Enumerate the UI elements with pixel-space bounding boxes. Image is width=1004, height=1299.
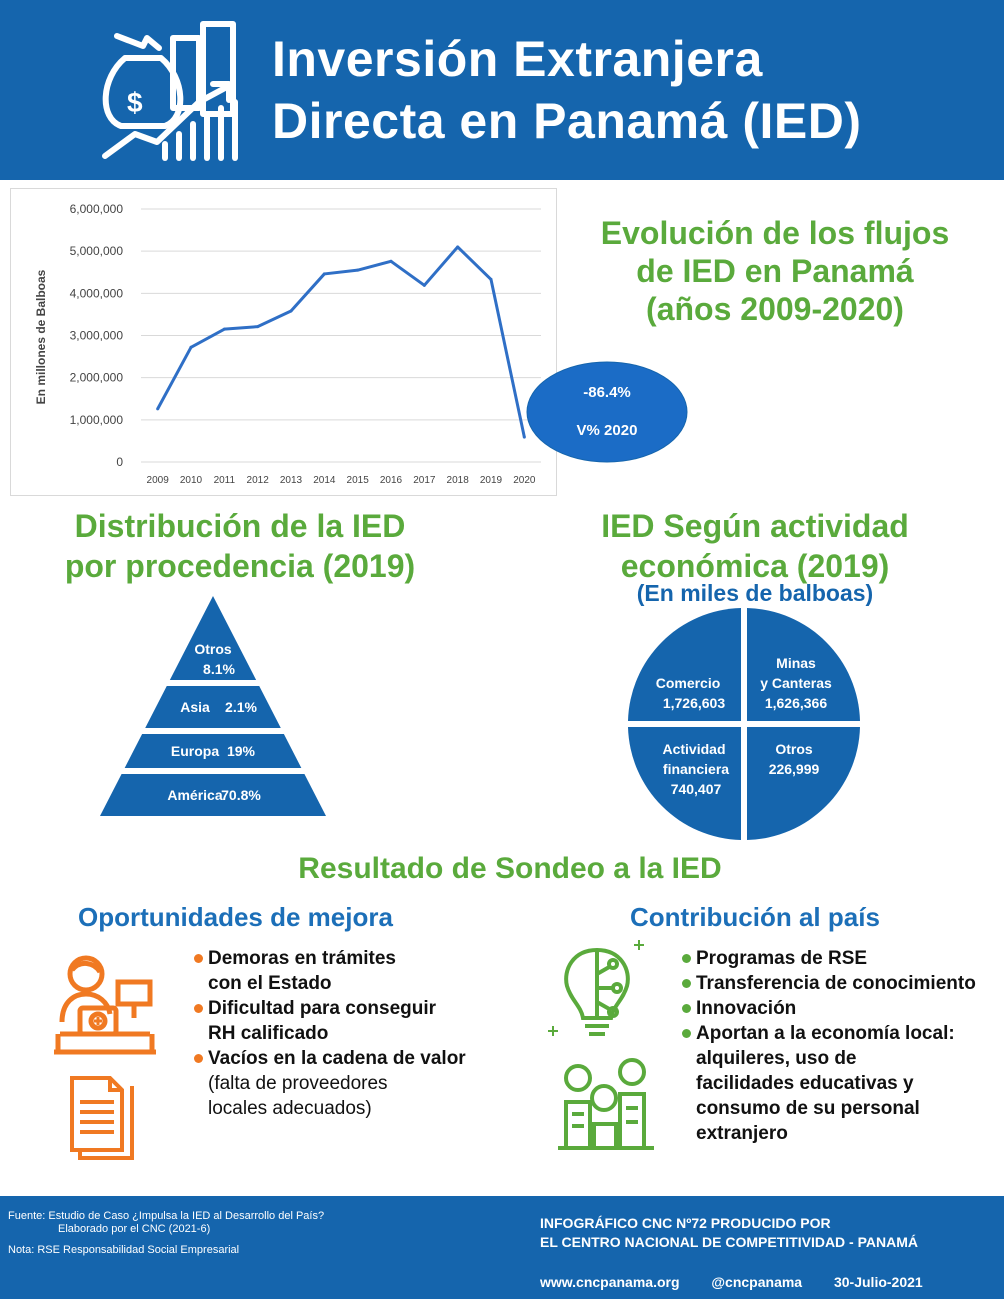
- publish-date: 30-Julio-2021: [833, 1274, 923, 1290]
- footer-note: Nota: RSE Responsabilidad Social Empresarial: [8, 1244, 240, 1256]
- footer-contact: [540, 1274, 951, 1290]
- header-banner: [0, 0, 1004, 180]
- contributions-list: [682, 946, 1004, 1146]
- bullet-icon: [682, 1029, 691, 1038]
- item-text-cont: consumo de su personal: [696, 1098, 920, 1119]
- item-text: Transferencia de conocimiento: [696, 973, 976, 994]
- x-tick-label: 2013: [279, 475, 303, 486]
- data-point: [156, 407, 159, 410]
- pyramid-label: Asia: [180, 699, 210, 715]
- y-axis-label: En millones de Balboas: [34, 269, 48, 405]
- line-chart-panel: [10, 188, 557, 496]
- credit-line2: EL CENTRO NACIONAL DE COMPETITIVIDAD - PANAMÁ: [540, 1234, 919, 1250]
- bullet-icon: [682, 954, 691, 963]
- annotation-value: -86.4%: [583, 384, 631, 401]
- office-worker-icon: [50, 952, 160, 1057]
- list-item: [682, 1021, 1004, 1146]
- social-handle[interactable]: @cncpanama: [711, 1274, 803, 1290]
- x-tick-label: 2015: [346, 475, 369, 486]
- innovation-bulb-icon: [545, 940, 655, 1040]
- bullet-icon: [194, 1004, 203, 1013]
- y-tick-label: 2,000,000: [69, 370, 123, 385]
- pyramid-label: Otros: [194, 641, 232, 657]
- pie-label: Actividad: [662, 741, 726, 757]
- pyramid-segment: [145, 686, 281, 728]
- change-annotation: [525, 360, 690, 465]
- section3-unit: (En miles de balboas): [636, 580, 874, 606]
- data-point: [423, 284, 426, 287]
- item-text-cont: RH calificado: [208, 1023, 329, 1044]
- y-tick-label: 3,000,000: [69, 328, 123, 343]
- x-tick-label: 2019: [479, 475, 503, 486]
- x-tick-label: 2017: [413, 475, 436, 486]
- item-text-cont: (falta de proveedores: [208, 1073, 388, 1094]
- item-text: Dificultad para conseguir: [208, 998, 437, 1019]
- item-text: Programas de RSE: [696, 948, 868, 969]
- section-title-activity: [560, 506, 950, 586]
- bullet-icon: [194, 954, 203, 963]
- section3-line1: IED Según actividad: [601, 508, 909, 544]
- pie-label: y Canteras: [760, 675, 832, 691]
- series-line: [158, 247, 525, 437]
- pyramid-value: 8.1%: [203, 661, 235, 677]
- list-item: [194, 996, 524, 1046]
- website-link[interactable]: www.cncpanama.org: [540, 1274, 680, 1290]
- footer-credit: [540, 1214, 918, 1252]
- pie-label: Otros: [775, 741, 813, 757]
- title-line-2: Directa en Panamá (IED): [272, 93, 862, 149]
- pie-label: Minas: [776, 655, 816, 671]
- section2-line1: Distribución de la IED: [74, 508, 406, 544]
- x-tick-label: 2011: [213, 475, 236, 486]
- annotation-label: V% 2020: [576, 422, 638, 439]
- community-buildings-icon: [556, 1058, 656, 1152]
- svg-text:$: $: [127, 87, 143, 118]
- pie-value: 1,726,603: [662, 695, 726, 711]
- survey-title: Resultado de Sondeo a la IED: [298, 852, 722, 885]
- pie-label: Comercio: [655, 675, 721, 691]
- credit-line1: INFOGRÁFICO CNC Nº72 PRODUCIDO POR: [540, 1215, 831, 1231]
- data-point: [323, 272, 326, 275]
- bullet-icon: [194, 1054, 203, 1063]
- x-tick-label: 2014: [313, 475, 336, 486]
- data-point: [390, 260, 393, 263]
- footer-source: [8, 1210, 324, 1236]
- pyramid-value: 70.8%: [221, 787, 261, 803]
- bullet-icon: [682, 1004, 691, 1013]
- opportunities-heading: Oportunidades de mejora: [78, 902, 393, 932]
- activity-pie-chart: [624, 606, 864, 842]
- ied-flow-line-chart: [11, 189, 558, 497]
- section-title-evolution: [570, 214, 980, 328]
- documents-icon: [66, 1072, 138, 1162]
- data-point: [223, 328, 226, 331]
- item-text: Demoras en trámites: [208, 948, 396, 969]
- y-tick-label: 4,000,000: [69, 286, 123, 301]
- y-tick-label: 5,000,000: [69, 244, 123, 259]
- data-point: [290, 310, 293, 313]
- item-text-cont: extranjero: [696, 1123, 788, 1144]
- item-text-cont: locales adecuados): [208, 1098, 372, 1119]
- investment-icon: [95, 18, 255, 168]
- origin-pyramid-chart: [100, 594, 326, 818]
- source-line1: Fuente: Estudio de Caso ¿Impulsa la IED al Desarrollo del País?: [8, 1210, 325, 1222]
- contributions-heading: Contribución al país: [630, 902, 880, 932]
- list-item: [682, 946, 1004, 971]
- item-text: Aportan a la economía local:: [696, 1023, 955, 1044]
- y-tick-label: 6,000,000: [69, 202, 123, 216]
- pie-value: 226,999: [768, 761, 820, 777]
- item-text: Innovación: [696, 998, 797, 1019]
- x-tick-label: 2020: [513, 475, 536, 486]
- list-item: [194, 946, 524, 996]
- opportunities-list: [194, 946, 524, 1121]
- section1-line3: (años 2009-2020): [646, 291, 904, 327]
- y-tick-label: 0: [116, 455, 123, 469]
- source-line2: Elaborado por el CNC (2021-6): [58, 1223, 211, 1235]
- item-text-cont: alquileres, uso de: [696, 1048, 857, 1069]
- section3-line2: económica (2019): [620, 548, 890, 584]
- pyramid-label: Europa: [170, 743, 220, 759]
- list-item: [682, 971, 1004, 996]
- data-point: [456, 245, 459, 248]
- x-tick-label: 2018: [446, 475, 469, 486]
- list-item: [194, 1046, 524, 1121]
- section2-line2: por procedencia (2019): [64, 548, 416, 584]
- pyramid-label: América: [167, 787, 223, 803]
- item-text-cont: facilidades educativas y: [696, 1073, 914, 1094]
- item-text: Vacíos en la cadena de valor: [208, 1048, 466, 1069]
- data-point: [190, 346, 193, 349]
- title-line-1: Inversión Extranjera: [272, 31, 763, 87]
- x-tick-label: 2012: [246, 475, 269, 486]
- y-tick-label: 1,000,000: [69, 412, 123, 427]
- pie-value: 1,626,366: [764, 695, 828, 711]
- section-title-origin: [30, 506, 450, 586]
- data-point: [356, 269, 359, 272]
- data-point: [256, 325, 259, 328]
- pie-label: financiera: [662, 761, 730, 777]
- section1-line1: Evolución de los flujos: [600, 215, 950, 251]
- data-point: [490, 278, 493, 281]
- item-text-cont: con el Estado: [208, 973, 332, 994]
- pyramid-value: 19%: [226, 743, 256, 759]
- page-title: [272, 28, 861, 152]
- bullet-icon: [682, 979, 691, 988]
- pyramid-value: 2.1%: [225, 699, 257, 715]
- pie-value: 740,407: [670, 781, 722, 797]
- x-tick-label: 2009: [146, 475, 169, 486]
- section1-line2: de IED en Panamá: [636, 253, 914, 289]
- x-tick-label: 2010: [179, 475, 203, 486]
- footer: [0, 1196, 1004, 1299]
- x-tick-label: 2016: [379, 475, 403, 486]
- list-item: [682, 996, 1004, 1021]
